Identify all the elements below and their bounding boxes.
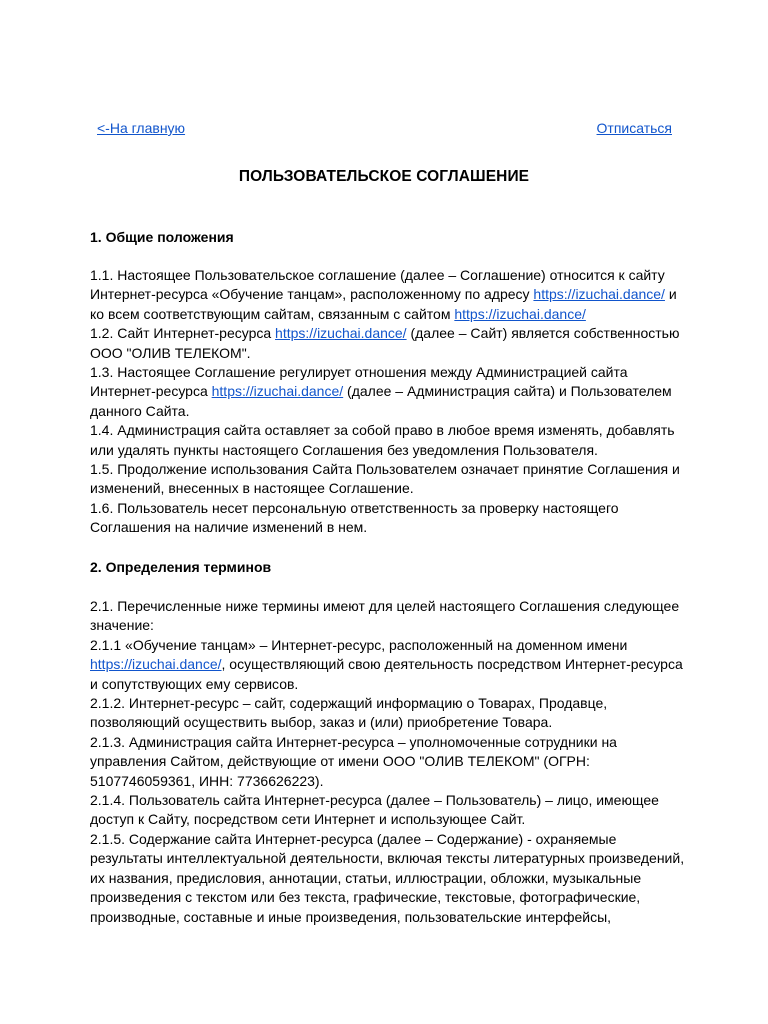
clause-text: 1.3. Настоящее Соглашение регулирует отношения между Администрацией сайта Интернет-ресурса — [90, 364, 628, 400]
clause-1-1 — [90, 266, 685, 324]
clause-text: 2.1.1 «Обучение танцам» – Интернет-ресурс, расположенный на доменном имени — [90, 636, 628, 653]
clause-2-1: 2.1. Перечисленные ниже термины имеют для целей настоящего Соглашения следующее значение: — [90, 598, 680, 634]
site-link[interactable]: https://izuchai.dance/ — [454, 305, 586, 322]
clause-2-1-2: 2.1.2. Интернет-ресурс – сайт, содержащий информацию о Товарах, Продавце, позволяющий осуществить выбор, заказ и (или) приобретение Товара. — [90, 695, 608, 731]
page-title: ПОЛЬЗОВАТЕЛЬСКОЕ СОГЛАШЕНИЕ — [238, 168, 530, 185]
section-1-heading: 1. Общие положения — [90, 229, 234, 245]
section-2-heading: 2. Определения терминов — [90, 559, 272, 575]
site-link[interactable]: https://izuchai.dance/ — [90, 656, 222, 673]
clause-text: (далее – Администрация сайта) и Пользователем данного Сайта. — [90, 383, 672, 419]
clause-1-2 — [90, 324, 685, 363]
section-1-body — [90, 266, 685, 538]
clause-text: 1.1. Настоящее Пользовательское соглашение (далее – Соглашение) относится к сайту Интернет-ресурса «Обучение танцам», расположенному по адресу — [90, 267, 665, 303]
clause-1-5: 1.5. Продолжение использования Сайта Пользователем означает принятие Соглашения и изменений, внесенных в настоящее Соглашение. — [90, 461, 680, 497]
clause-1-3 — [90, 363, 685, 421]
clause-text: 1.2. Сайт Интернет-ресурса — [90, 325, 276, 342]
section-2-body — [90, 597, 685, 927]
clause-2-1-3: 2.1.3. Администрация сайта Интернет-ресурса – уполномоченные сотрудники на управления Сайтом, действующие от имени ООО "ОЛИВ ТЕЛЕКОМ" (ОГРН: 5107746059361, ИНН: 7736626223). — [90, 733, 617, 789]
site-link[interactable]: https://izuchai.dance/ — [533, 286, 665, 303]
clause-text: и ко всем соответствующим сайтам, связанным с сайтом — [90, 286, 677, 322]
site-link[interactable]: https://izuchai.dance/ — [211, 383, 344, 400]
clause-2-1-1 — [90, 636, 685, 694]
unsubscribe-link[interactable]: Отписаться — [596, 120, 672, 136]
clause-1-4: 1.4. Администрация сайта оставляет за собой право в любое время изменять, добавлять или удалять пункты настоящего Соглашения без уведомления Пользователя. — [90, 422, 675, 458]
clause-text: (далее – Сайт) является собственностью ООО "ОЛИВ ТЕЛЕКОМ". — [90, 325, 680, 361]
home-link[interactable]: <-На главную — [97, 120, 186, 136]
clause-2-1-5: 2.1.5. Содержание сайта Интернет-ресурса (далее – Содержание) - охраняемые результаты интеллектуальной деятельности, включая тексты литературных произведений, их названия, предисловия, аннотации, статьи, иллюстрации, обложки, музыкальные произведения с текстом или без текста, графические, текстовые, фотографические, производные, составные и иные произведения, пользовательские интерфейсы, — [90, 830, 685, 925]
clause-1-6: 1.6. Пользователь несет персональную ответственность за проверку настоящего Соглашения на наличие изменений в нем. — [90, 499, 619, 536]
top-navigation — [97, 119, 672, 139]
site-link[interactable]: https://izuchai.dance/ — [275, 325, 407, 342]
clause-2-1-4: 2.1.4. Пользователь сайта Интернет-ресурса (далее – Пользователь) – лицо, имеющее доступ к Сайту, посредством сети Интернет и использующее Сайт. — [90, 792, 659, 828]
clause-text: , осуществляющий свою деятельность посредством Интернет-ресурса и сопутствующих ему сервисов. — [90, 656, 683, 692]
